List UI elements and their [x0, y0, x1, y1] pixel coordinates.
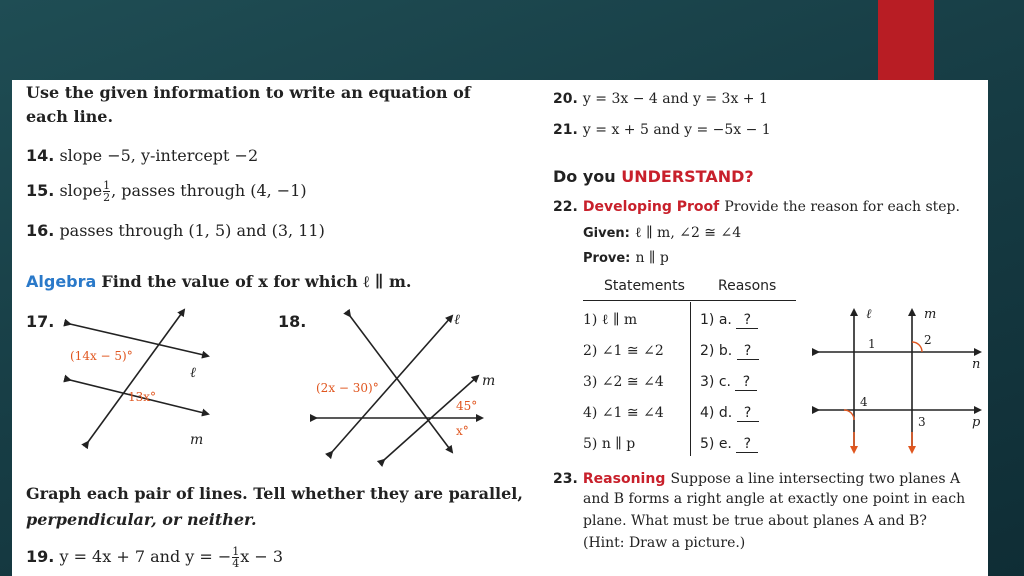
angle-label-a: (14x − 5)° — [70, 349, 133, 363]
angle-2-arc — [912, 342, 922, 352]
problem-line-1: Suppose a line intersecting two planes A — [670, 471, 961, 487]
reason-blank[interactable]: ? — [735, 374, 757, 391]
given-text: ℓ ∥ m, ∠2 ≅ ∠4 — [634, 225, 742, 241]
statement-4: 4) ∠1 ≅ ∠4 — [583, 405, 664, 421]
problem-22 — [553, 196, 960, 215]
reason-label: 1) a. — [700, 312, 732, 328]
angle-2-label: 2 — [924, 333, 932, 347]
problem-label: Reasoning — [582, 471, 666, 487]
problem-number: 20. — [553, 91, 578, 107]
problem-23 — [553, 468, 960, 487]
problem-16 — [26, 221, 325, 240]
label-p: p — [972, 415, 981, 430]
line-label-l: ℓ — [454, 312, 460, 328]
problem-label: Developing Proof — [582, 199, 720, 215]
understand-heading-b: UNDERSTAND? — [621, 167, 754, 186]
line-label-m: m — [482, 373, 496, 389]
given-label: Given: — [583, 226, 630, 241]
prove-line — [583, 247, 669, 266]
problem-number: 16. — [26, 221, 55, 240]
problem-text: y = 3x − 4 and y = 3x + 1 — [582, 91, 768, 107]
statement-1: 1) ℓ ∥ m — [583, 312, 638, 328]
figure-18 — [312, 302, 496, 462]
problem-text-b: , passes through (4, −1) — [111, 181, 307, 200]
angle-4-label: 4 — [860, 395, 868, 409]
problem-14 — [26, 146, 258, 165]
fraction — [232, 546, 239, 569]
reason-label: 4) d. — [700, 405, 733, 421]
problem-text-a: y = 4x + 7 and y = − — [59, 547, 232, 566]
table-column-divider — [690, 302, 691, 456]
heading-line-1: Use the given information to write an equation of — [26, 83, 471, 102]
reason-4 — [700, 405, 759, 422]
heading-line-2: each line. — [26, 107, 114, 126]
transversal — [88, 310, 184, 442]
angle-label-c: x° — [456, 424, 469, 438]
statement-2: 2) ∠1 ≅ ∠2 — [583, 343, 664, 359]
problem-23-line-3: plane. What must be true about planes A and B? — [583, 513, 927, 529]
problem-number: 22. — [553, 199, 578, 215]
table-header-statements: Statements — [604, 278, 685, 294]
problem-23-line-2: and B forms a right angle at exactly one point in each — [583, 491, 966, 507]
fraction-numerator: 1 — [232, 545, 240, 558]
angle-label-a: (2x − 30)° — [316, 381, 379, 395]
reason-label: 3) c. — [700, 374, 731, 390]
accent-tab — [878, 0, 934, 80]
angle-label-b: 13x° — [128, 390, 157, 404]
fraction-numerator: 1 — [103, 179, 111, 192]
problem-text: Provide the reason for each step. — [724, 199, 960, 215]
problem-19 — [26, 546, 283, 569]
figure-17-number: 17. — [26, 312, 55, 331]
reason-blank[interactable]: ? — [736, 312, 758, 329]
given-line — [583, 222, 741, 242]
reason-blank[interactable]: ? — [736, 436, 758, 453]
figure-17 — [62, 302, 222, 452]
problem-text: slope −5, y-intercept −2 — [59, 146, 259, 165]
graph-instruction-line-1: Graph each pair of lines. Tell whether they are parallel, — [26, 484, 523, 503]
problem-text: passes through (1, 5) and (3, 11) — [59, 221, 325, 240]
problem-text-b: x − 3 — [240, 547, 284, 566]
problem-number: 23. — [553, 471, 578, 487]
figure-18-number: 18. — [278, 312, 307, 331]
problem-21 — [553, 119, 771, 138]
label-m: m — [924, 307, 937, 322]
algebra-text: Find the value of x for which ℓ ∥ m. — [101, 272, 412, 291]
problem-23-line-4: (Hint: Draw a picture.) — [583, 535, 746, 551]
table-header-reasons: Reasons — [718, 278, 777, 294]
fraction-denominator: 2 — [103, 191, 111, 204]
problem-15 — [26, 180, 307, 203]
statement-3: 3) ∠2 ≅ ∠4 — [583, 374, 664, 390]
problem-number: 21. — [553, 122, 578, 138]
label-n: n — [972, 357, 981, 372]
angle-4-arc — [844, 410, 854, 420]
understand-heading-a: Do you — [553, 167, 622, 186]
reason-3 — [700, 374, 757, 391]
angle-1-label: 1 — [868, 337, 876, 351]
graph-instruction-line-2: perpendicular, or neither. — [26, 510, 257, 529]
proof-diagram — [812, 302, 988, 462]
reason-1 — [700, 312, 758, 329]
reason-5 — [700, 436, 758, 453]
line-label-l: ℓ — [190, 365, 196, 381]
reason-blank[interactable]: ? — [737, 343, 759, 360]
reason-2 — [700, 343, 759, 360]
fraction-denominator: 4 — [232, 557, 240, 570]
reason-label: 5) e. — [700, 436, 732, 452]
fraction — [103, 180, 110, 203]
problem-20 — [553, 88, 768, 107]
problem-number: 15. — [26, 181, 55, 200]
reason-blank[interactable]: ? — [737, 405, 759, 422]
angle-3-label: 3 — [918, 415, 926, 429]
worksheet-page — [12, 80, 988, 576]
prove-label: Prove: — [583, 251, 631, 266]
prove-text: n ∥ p — [635, 250, 669, 266]
angle-label-b: 45° — [456, 399, 478, 413]
table-header-rule — [583, 300, 796, 301]
problem-number: 19. — [26, 547, 55, 566]
problem-text-a: slope — [59, 181, 103, 200]
reason-label: 2) b. — [700, 343, 733, 359]
line-label-m: m — [190, 432, 204, 448]
problem-number: 14. — [26, 146, 55, 165]
algebra-instruction — [26, 272, 411, 292]
problem-text: y = x + 5 and y = −5x − 1 — [582, 122, 771, 138]
understand-heading — [553, 167, 754, 186]
statement-5: 5) n ∥ p — [583, 436, 636, 452]
algebra-label: Algebra — [26, 272, 97, 291]
label-l: ℓ — [866, 307, 872, 322]
